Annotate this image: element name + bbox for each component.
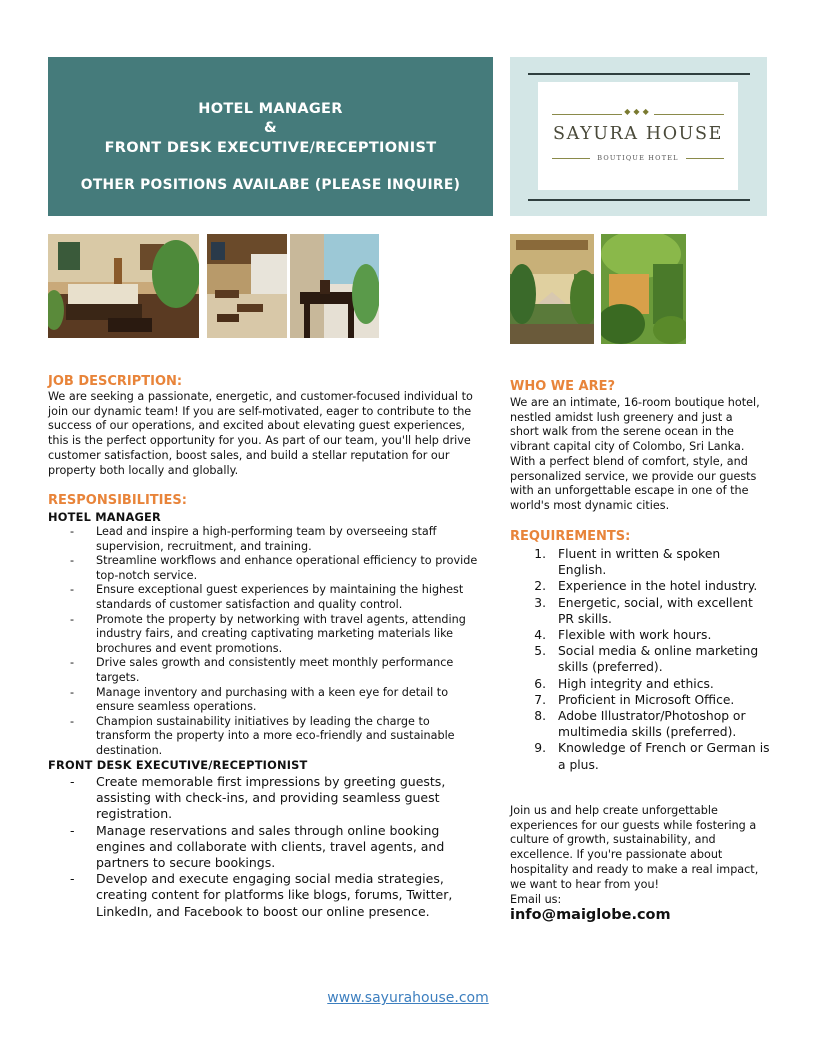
job-description-text: We are seeking a passionate, energetic, and customer-focused individual to join our dynamic team! If you are self-motivated, eager to contribute to the success of our operations, and excited about elevating guest experiences, this is the perfect opportunity for you. As part of our team, you'll help drive customer satisfaction, boost sales, and build a stellar reputation for our property both locally and globally. <box>48 390 473 477</box>
list-item: 6. High integrity and ethics. <box>534 676 714 691</box>
who-we-are-heading: WHO WE ARE? <box>510 379 616 394</box>
requirements-list <box>510 546 772 773</box>
list-item: - Drive sales growth and consistently meet monthly performance targets. <box>70 656 454 684</box>
front-desk-responsibilities-list <box>48 774 478 920</box>
list-item: - Manage inventory and purchasing with a keen eye for detail to ensure seamless operations. <box>70 685 449 714</box>
list-item: - Ensure exceptional guest experiences by maintaining the highest standards of customer satisfaction and quality control. <box>70 583 464 611</box>
lobby-lounge-photo <box>48 234 199 338</box>
hotel-manager-responsibilities-list <box>48 525 478 759</box>
dining-room-photo <box>207 234 287 338</box>
list-item: 5. Social media & online marketing skills (preferred). <box>534 644 759 675</box>
dash-bullet: - <box>70 554 75 568</box>
banner-title-front-desk: FRONT DESK EXECUTIVE/RECEPTIONIST <box>104 140 437 156</box>
responsibilities-heading: RESPONSIBILITIES: <box>48 493 187 508</box>
requirements-heading: REQUIREMENTS: <box>510 529 631 544</box>
front-desk-subheading: FRONT DESK EXECUTIVE/RECEPTIONIST <box>48 758 308 772</box>
hotel-logo <box>538 82 738 190</box>
dining-table-photo <box>290 234 379 338</box>
courtyard-photo <box>510 234 594 344</box>
job-description-heading: JOB DESCRIPTION: <box>48 374 183 389</box>
banner-title-hotel-manager: HOTEL MANAGER <box>198 101 343 117</box>
closing-text: Join us and help create unforgettable experiences for our guests while fostering a culture of growth, sustainability, and excellence. If you're passionate about hospitality and ready to make a real impact, we want to hear from you! <box>510 804 759 891</box>
hotel-manager-subheading: HOTEL MANAGER <box>48 510 161 524</box>
list-item: - Champion sustainability initiatives by leading the charge to transform the property into a more eco-friendly and sustainable destination. <box>70 714 455 757</box>
logo-name: SAYURA HOUSE <box>553 124 723 144</box>
dash-bullet: - <box>70 525 75 538</box>
list-item: - Streamline workflows and enhance operational efficiency to provide top-notch service. <box>70 554 478 582</box>
logo-bottom-rule <box>528 199 750 201</box>
dash-bullet: - <box>70 656 75 670</box>
dash-bullet: - <box>70 822 75 838</box>
dash-bullet: - <box>70 612 75 626</box>
list-item: 8. Adobe Illustrator/Photoshop or multimedia skills (preferred). <box>534 709 746 740</box>
list-item: - Promote the property by networking with travel agents, attending industry fairs, and creating captivating marketing materials like brochures and event promotions. <box>70 612 466 655</box>
list-item: 3. Energetic, social, with excellent PR skills. <box>534 595 753 626</box>
banner-ampersand: & <box>264 120 277 136</box>
list-item: - Develop and execute engaging social media strategies, creating content for platforms like blogs, forums, Twitter, LinkedIn, and Facebook to boost our online presence. <box>70 871 453 919</box>
banner-other-positions: OTHER POSITIONS AVAILABE (PLEASE INQUIRE) <box>80 177 461 193</box>
dash-bullet: - <box>70 685 75 699</box>
diamond-ornament-icon: ◆◆◆ <box>624 107 652 116</box>
logo-top-rule <box>528 73 750 75</box>
list-item: 1. Fluent in written & spoken English. <box>534 547 721 578</box>
list-item: - Manage reservations and sales through online booking engines and collaborate with clients, travel agents, and partners to secure bookings. <box>70 822 445 871</box>
list-item: - Lead and inspire a high-performing team by overseeing staff supervision, recruitment, and training. <box>70 525 437 553</box>
dash-bullet: - <box>70 583 75 597</box>
dash-bullet: - <box>70 774 75 789</box>
website-link[interactable]: www.sayurahouse.com <box>327 990 489 1006</box>
dash-bullet: - <box>70 871 75 887</box>
email-label: Email us: <box>510 893 562 906</box>
list-item: 4. Flexible with work hours. <box>534 628 712 643</box>
logo-tagline: BOUTIQUE HOTEL <box>597 154 679 162</box>
email-address-link[interactable]: info@maiglobe.com <box>510 907 671 923</box>
list-item: 2. Experience in the hotel industry. <box>534 579 758 594</box>
list-item: 9. Knowledge of French or German is a plus. <box>534 741 770 772</box>
list-item: - Create memorable first impressions by greeting guests, assisting with check-ins, and providing seamless guest registration. <box>70 774 446 822</box>
list-item: 7. Proficient in Microsoft Office. <box>534 692 735 707</box>
who-we-are-text: We are an intimate, 16-room boutique hotel, nestled amidst lush greenery and just a short walk from the serene ocean in the vibrant capital city of Colombo, Sri Lanka. With a perfect blend of comfort, style, and personalized service, we provide our guests with an unforgettable escape in one of the world's most dynamic cities. <box>510 396 760 512</box>
header-banner <box>48 57 493 216</box>
dash-bullet: - <box>70 714 75 728</box>
garden-photo <box>601 234 686 344</box>
